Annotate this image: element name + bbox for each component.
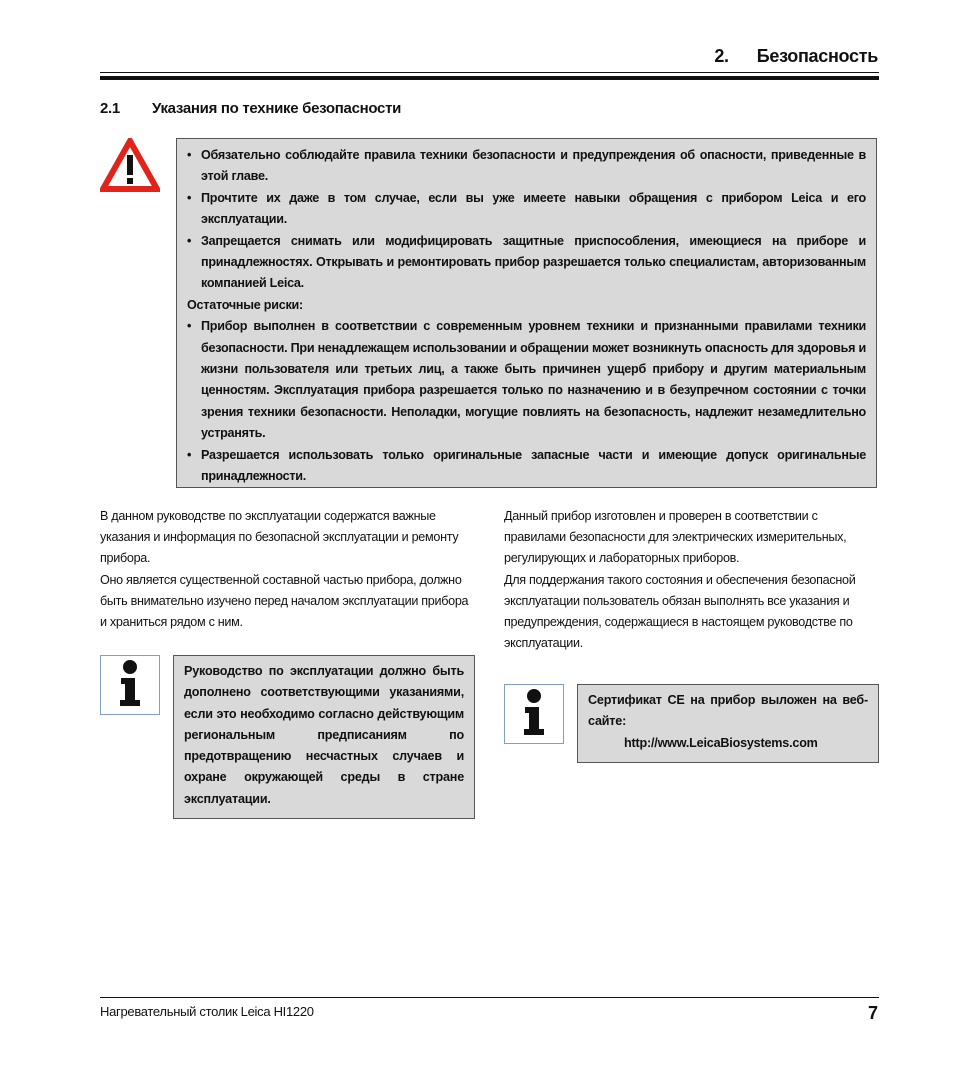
- safety-rule-item: • Прочтите их даже в том случае, если вы уже имеете навыки обращения с прибором Leica и его эксплуатации.: [187, 188, 866, 231]
- body-paragraph: Для поддержания такого состояния и обеспечения безопасной эксплуатации пользователь обязан выполнять все указания и предупреждения, содержащиеся в настоящем руководстве по эксплуатации.: [504, 572, 856, 651]
- ce-certificate-text: Сертификат CE на прибор выложен на веб-сайте:: [588, 693, 868, 729]
- page-number: 7: [867, 1003, 878, 1023]
- left-column-text: [100, 506, 476, 633]
- ce-certificate-note: [577, 684, 879, 763]
- footer-product-name: Нагревательный столик Leica HI1220: [100, 1004, 314, 1019]
- body-paragraph: В данном руководстве по эксплуатации содержатся важные указания и информация по безопасной эксплуатации и ремонту прибора.: [100, 509, 459, 566]
- chapter-title-text: Безопасность: [756, 46, 878, 66]
- safety-rule-item: • Запрещается снимать или модифицировать защитные приспособления, имеющиеся на приборе и принадлежностях. Открывать и ремонтировать прибор разрешается только специалистам, авторизованным компанией Leica.: [187, 231, 866, 295]
- residual-risks-list: [187, 316, 866, 487]
- header-rule-thick: [100, 76, 879, 80]
- chapter-title: [714, 46, 878, 67]
- info-icon: [100, 655, 160, 715]
- section-title: Указания по технике безопасности: [152, 100, 402, 117]
- info-icon: [504, 684, 564, 744]
- warning-triangle-icon: [100, 138, 160, 192]
- safety-warning-box: [176, 138, 877, 488]
- website-link[interactable]: http://www.LeicaBiosystems.com: [624, 735, 818, 750]
- footer-rule: [100, 997, 879, 998]
- section-heading: [100, 100, 401, 117]
- residual-risks-heading: Остаточные риски:: [187, 297, 303, 312]
- body-paragraph: Оно является существенной составной частью прибора, должно быть внимательно изучено перед началом эксплуатации прибора и храниться рядом с ним.: [100, 572, 469, 630]
- section-number: 2.1: [100, 100, 120, 117]
- safety-rules-list: [187, 145, 866, 295]
- residual-risk-item: • Прибор выполнен в соответствии с современным уровнем техники и признанными правилами техники безопасности. При ненадлежащем использовании и обращении может возникнуть опасность для здоровья и жизни пользователя или третьих лиц, а также быть причинен ущерб прибору и другим материальным ценностям. Эксплуатация прибора разрешается только по назначению и в безупречном состоянии с точки зрения техники безопасности. Неполадки, могущие повлиять на безопасность, надлежит незамедлительно устранять.: [187, 316, 866, 444]
- regional-regulations-note: Руководство по эксплуатации должно быть дополнено соответствующими указаниями, если это необходимо согласно действующим региональным предписаниям по предотвращению несчастных случаев и охране окружающей среды в стране эксплуатации.: [173, 655, 475, 819]
- residual-risk-item: • Разрешается использовать только оригинальные запасные части и имеющие допуск оригинальные принадлежности.: [187, 445, 866, 488]
- header-rule-thin: [100, 72, 879, 73]
- safety-rule-item: • Обязательно соблюдайте правила техники безопасности и предупреждения об опасности, приведенные в этой главе.: [187, 145, 866, 188]
- right-column-text: [504, 506, 880, 654]
- body-paragraph: Данный прибор изготовлен и проверен в соответствии с правилами безопасности для электрических измерительных, регулирующих и лабораторных приборов.: [504, 509, 847, 566]
- chapter-number: 2.: [714, 46, 729, 66]
